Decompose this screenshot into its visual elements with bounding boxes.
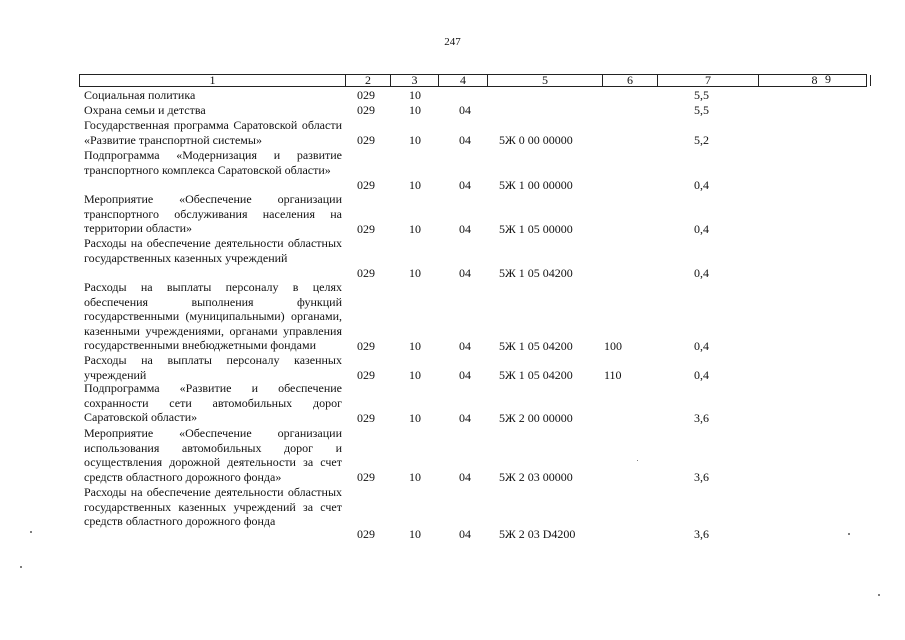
scan-speck: [30, 531, 32, 533]
row-name: Расходы на выплаты персоналу в целях обеспечения выполнения функций государственными (муниципальными) органами, казенными учреждениями, органами управления государственными внебюджетными фондами: [84, 280, 342, 353]
header-col-9: 9: [825, 72, 831, 86]
row-section: 10: [409, 88, 421, 102]
row-section: 10: [409, 470, 421, 484]
row-name: Государственная программа Саратовской области «Развитие транспортной системы»: [84, 118, 342, 147]
table-header: [79, 74, 867, 87]
header-col-6: 6: [603, 75, 658, 86]
header-col-2: 2: [346, 75, 391, 86]
header-col-5: 5: [488, 75, 603, 86]
row-expense-type: 100: [604, 339, 622, 353]
row-amount: 3,6: [694, 411, 709, 425]
row-target: 5Ж 1 05 04200: [499, 339, 573, 353]
row-code: 029: [357, 133, 375, 147]
row-code: 029: [357, 266, 375, 280]
header-col-3: 3: [391, 75, 439, 86]
row-amount: 0,4: [694, 368, 709, 382]
row-subsection: 04: [459, 339, 471, 353]
row-name: Расходы на обеспечение деятельности областных государственных казенных учреждений: [84, 236, 342, 265]
row-name: Расходы на обеспечение деятельности областных государственных казенных учреждений за счет средств областного дорожного фонда: [84, 485, 342, 529]
row-name: Мероприятие «Обеспечение организации транспортного обслуживания населения на территории области»: [84, 192, 342, 236]
row-section: 10: [409, 103, 421, 117]
row-subsection: 04: [459, 470, 471, 484]
row-subsection: 04: [459, 527, 471, 541]
row-name: Социальная политика: [84, 88, 196, 102]
row-code: 029: [357, 368, 375, 382]
row-section: 10: [409, 222, 421, 236]
row-amount: 5,2: [694, 133, 709, 147]
row-code: 029: [357, 339, 375, 353]
row-subsection: 04: [459, 178, 471, 192]
row-name: Охрана семьи и детства: [84, 103, 206, 117]
page-number: 247: [444, 36, 461, 48]
row-target: 5Ж 1 00 00000: [499, 178, 573, 192]
scan-speck: [878, 594, 880, 596]
row-amount: 0,4: [694, 266, 709, 280]
row-code: 029: [357, 178, 375, 192]
row-target: 5Ж 0 00 00000: [499, 133, 573, 147]
row-expense-type: 110: [604, 368, 622, 382]
row-section: 10: [409, 527, 421, 541]
row-section: 10: [409, 368, 421, 382]
row-code: 029: [357, 527, 375, 541]
row-code: 029: [357, 470, 375, 484]
row-subsection: 04: [459, 133, 471, 147]
row-amount: 0,4: [694, 222, 709, 236]
row-section: 10: [409, 266, 421, 280]
row-target: 5Ж 1 05 04200: [499, 368, 573, 382]
row-amount: 0,4: [694, 339, 709, 353]
row-target: 5Ж 2 00 00000: [499, 411, 573, 425]
row-code: 029: [357, 88, 375, 102]
row-target: 5Ж 1 05 00000: [499, 222, 573, 236]
row-name: Мероприятие «Обеспечение организации использования автомобильных дорог и осуществления дорожной деятельности за счет средств областного дорожного фонда»: [84, 426, 342, 484]
row-subsection: 04: [459, 266, 471, 280]
row-name: Расходы на выплаты персоналу казенных учреждений: [84, 353, 342, 382]
row-amount: 3,6: [694, 527, 709, 541]
row-name: Подпрограмма «Развитие и обеспечение сохранности сети автомобильных дорог Саратовской области»: [84, 381, 342, 425]
row-section: 10: [409, 133, 421, 147]
scan-speck: [637, 460, 638, 461]
row-amount: 3,6: [694, 470, 709, 484]
row-subsection: 04: [459, 411, 471, 425]
row-code: 029: [357, 222, 375, 236]
row-code: 029: [357, 411, 375, 425]
row-section: 10: [409, 339, 421, 353]
row-code: 029: [357, 103, 375, 117]
header-col-4: 4: [439, 75, 488, 86]
row-subsection: 04: [459, 103, 471, 117]
header-col-7: 7: [658, 75, 759, 86]
row-name: Подпрограмма «Модернизация и развитие транспортного комплекса Саратовской области»: [84, 148, 342, 177]
row-amount: 5,5: [694, 88, 709, 102]
row-section: 10: [409, 178, 421, 192]
header-col-8: 8: [759, 75, 871, 86]
row-subsection: 04: [459, 368, 471, 382]
scan-speck: [20, 566, 22, 568]
row-subsection: 04: [459, 222, 471, 236]
row-section: 10: [409, 411, 421, 425]
row-amount: 0,4: [694, 178, 709, 192]
scan-speck: [848, 533, 850, 535]
row-target: 5Ж 1 05 04200: [499, 266, 573, 280]
row-target: 5Ж 2 03 D4200: [499, 527, 576, 541]
row-amount: 5,5: [694, 103, 709, 117]
header-col-1: 1: [80, 75, 346, 86]
row-target: 5Ж 2 03 00000: [499, 470, 573, 484]
